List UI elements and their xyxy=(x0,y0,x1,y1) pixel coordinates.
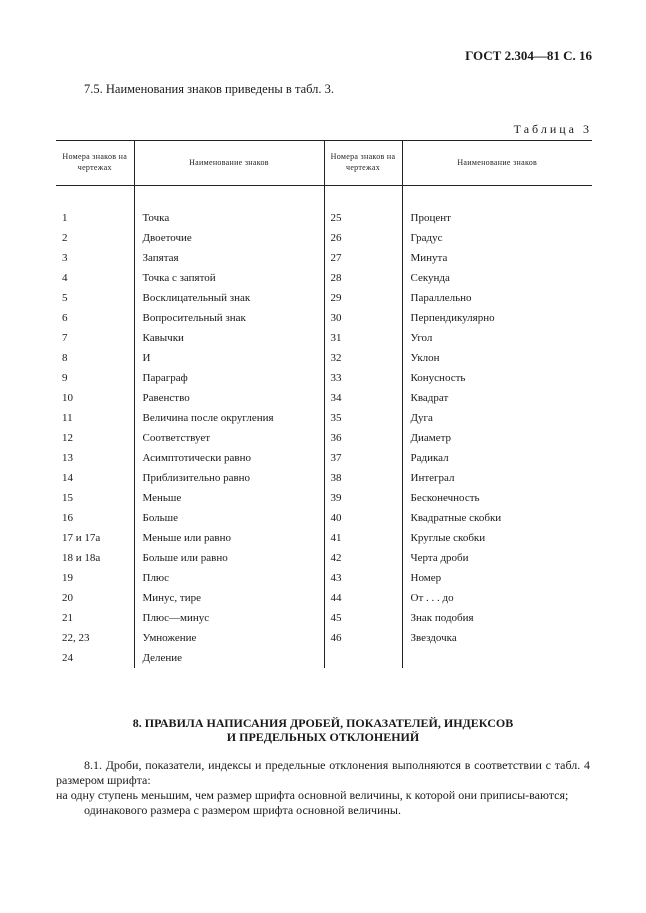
sign-number: 12 xyxy=(56,428,134,448)
sign-number: 4 xyxy=(56,268,134,288)
sign-name: Вопросительный знак xyxy=(134,308,324,328)
sign-name: Меньше или равно xyxy=(134,528,324,548)
table-row xyxy=(56,228,592,248)
sign-name: Точка xyxy=(134,208,324,228)
sign-name: Плюс xyxy=(134,568,324,588)
section-title-line-1: 8. ПРАВИЛА НАПИСАНИЯ ДРОБЕЙ, ПОКАЗАТЕЛЕЙ, ИНДЕКСОВ xyxy=(132,716,514,730)
sign-name: Уклон xyxy=(410,352,440,364)
header-sign-names-2: Наименование знаков xyxy=(402,141,592,186)
table-body xyxy=(56,186,592,669)
sign-number: 41 xyxy=(324,528,402,548)
sign-name: Интеграл xyxy=(410,472,455,484)
sign-number: 18 и 18а xyxy=(56,548,134,568)
sign-number: 8 xyxy=(56,348,134,368)
sign-number: 27 xyxy=(324,248,402,268)
table-spacer-row xyxy=(56,186,592,209)
sign-name: Меньше xyxy=(134,488,324,508)
sign-name: Величина после округления xyxy=(134,408,324,428)
section-title-line-2: И ПРЕДЕЛЬНЫХ ОТКЛОНЕНИЙ xyxy=(226,730,420,744)
sign-number: 44 xyxy=(324,588,402,608)
page-header: ГОСТ 2.304—81 С. 16 xyxy=(465,48,592,63)
sign-name: Минус, тире xyxy=(134,588,324,608)
table-row xyxy=(56,568,592,588)
sign-number: 7 xyxy=(56,328,134,348)
sign-number: 1 xyxy=(56,208,134,228)
table-row xyxy=(56,308,592,328)
table-row xyxy=(56,548,592,568)
sign-name: Двоеточие xyxy=(134,228,324,248)
table-row xyxy=(56,408,592,428)
table-row xyxy=(56,488,592,508)
sign-number: 30 xyxy=(324,308,402,328)
sign-name: Деление xyxy=(134,648,324,668)
table-row xyxy=(56,248,592,268)
sign-name: Точка с запятой xyxy=(134,268,324,288)
table-row xyxy=(56,468,592,488)
sign-number: 11 xyxy=(56,408,134,428)
sign-name: Кавычки xyxy=(134,328,324,348)
table-row xyxy=(56,628,592,648)
sign-name: Асимптотически равно xyxy=(134,448,324,468)
sign-name xyxy=(402,648,592,668)
sign-number: 34 xyxy=(324,388,402,408)
table-header-row xyxy=(56,141,592,186)
sign-number: 45 xyxy=(324,608,402,628)
table-row xyxy=(56,508,592,528)
sign-number: 39 xyxy=(324,488,402,508)
sign-number xyxy=(324,648,402,668)
table-row xyxy=(56,608,592,628)
table-row xyxy=(56,288,592,308)
header-sign-numbers-2: Номера знаков на чертежах xyxy=(324,141,402,186)
section-body xyxy=(56,758,590,818)
sign-number: 14 xyxy=(56,468,134,488)
sign-name: Дуга xyxy=(410,412,433,424)
sign-name: Звездочка xyxy=(410,632,457,644)
sign-number: 17 и 17а xyxy=(56,528,134,548)
sign-name: Параллельно xyxy=(410,292,472,304)
header-sign-numbers-1: Номера знаков на чертежах xyxy=(56,141,134,186)
sign-name: Параграф xyxy=(134,368,324,388)
table-row xyxy=(56,268,592,288)
sign-number: 43 xyxy=(324,568,402,588)
sign-name: Знак подобия xyxy=(410,612,474,624)
table-row xyxy=(56,208,592,228)
sign-name: Плюс—минус xyxy=(134,608,324,628)
sign-name: Умножение xyxy=(134,628,324,648)
signs-table xyxy=(56,140,592,668)
sign-number: 16 xyxy=(56,508,134,528)
sign-name: Соответствует xyxy=(134,428,324,448)
sign-name: Градус xyxy=(410,232,443,244)
sign-name: Квадрат xyxy=(410,392,449,404)
sign-number: 40 xyxy=(324,508,402,528)
sign-name: Угол xyxy=(410,332,433,344)
table-row xyxy=(56,428,592,448)
sign-number: 36 xyxy=(324,428,402,448)
header-sign-names-1: Наименование знаков xyxy=(134,141,324,186)
sign-name: Приблизительно равно xyxy=(134,468,324,488)
table-row xyxy=(56,328,592,348)
sign-number: 20 xyxy=(56,588,134,608)
paragraph-smaller-size: на одну ступень меньшим, чем размер шрифта основной величины, к которой они приписы-ваются; xyxy=(56,788,569,802)
sign-number: 15 xyxy=(56,488,134,508)
paragraph-same-size: одинакового размера с размером шрифта основной величины. xyxy=(84,803,401,817)
sign-number: 9 xyxy=(56,368,134,388)
sign-number: 35 xyxy=(324,408,402,428)
sign-number: 38 xyxy=(324,468,402,488)
table-row xyxy=(56,348,592,368)
sign-name: Конусность xyxy=(410,372,466,384)
table-caption: Таблица 3 xyxy=(513,122,592,136)
sign-number: 29 xyxy=(324,288,402,308)
sign-name: Больше или равно xyxy=(134,548,324,568)
sign-name: Диаметр xyxy=(410,432,452,444)
section-title xyxy=(0,716,646,744)
sign-number: 46 xyxy=(324,628,402,648)
sign-number: 33 xyxy=(324,368,402,388)
sign-name: Больше xyxy=(134,508,324,528)
table-row xyxy=(56,448,592,468)
sign-name: От . . . до xyxy=(410,592,454,604)
sign-name: Секунда xyxy=(410,272,450,284)
sign-number: 2 xyxy=(56,228,134,248)
sign-name: Запятая xyxy=(134,248,324,268)
sign-number: 6 xyxy=(56,308,134,328)
sign-name: Процент xyxy=(410,212,451,224)
table-row xyxy=(56,388,592,408)
sign-number: 13 xyxy=(56,448,134,468)
sign-name: Равенство xyxy=(134,388,324,408)
sign-number: 37 xyxy=(324,448,402,468)
sign-number: 32 xyxy=(324,348,402,368)
sign-number: 26 xyxy=(324,228,402,248)
sign-number: 42 xyxy=(324,548,402,568)
table-row xyxy=(56,588,592,608)
table-row xyxy=(56,648,592,668)
sign-number: 19 xyxy=(56,568,134,588)
sign-number: 28 xyxy=(324,268,402,288)
sign-number: 31 xyxy=(324,328,402,348)
sign-name: Квадратные скобки xyxy=(410,512,502,524)
sign-name: Номер xyxy=(410,572,442,584)
sign-name: Минута xyxy=(410,252,448,264)
sign-number: 21 xyxy=(56,608,134,628)
sign-name: Восклицательный знак xyxy=(134,288,324,308)
sign-number: 24 xyxy=(56,648,134,668)
sign-number: 3 xyxy=(56,248,134,268)
sign-number: 25 xyxy=(324,208,402,228)
paragraph-8-1: 8.1. Дроби, показатели, индексы и предельные отклонения выполняются в соответствии с табл. 4 размером шрифта: xyxy=(56,758,590,787)
sign-name: Круглые скобки xyxy=(410,532,486,544)
sign-number: 5 xyxy=(56,288,134,308)
sign-name: Радикал xyxy=(410,452,449,464)
sign-name: Перпендикулярно xyxy=(410,312,495,324)
sign-name: Черта дроби xyxy=(410,552,469,564)
table-row xyxy=(56,528,592,548)
sign-number: 22, 23 xyxy=(56,628,134,648)
table-row xyxy=(56,368,592,388)
intro-text: 7.5. Наименования знаков приведены в табл. 3. xyxy=(84,82,335,96)
sign-name: И xyxy=(134,348,324,368)
sign-name: Бесконечность xyxy=(410,492,480,504)
sign-number: 10 xyxy=(56,388,134,408)
